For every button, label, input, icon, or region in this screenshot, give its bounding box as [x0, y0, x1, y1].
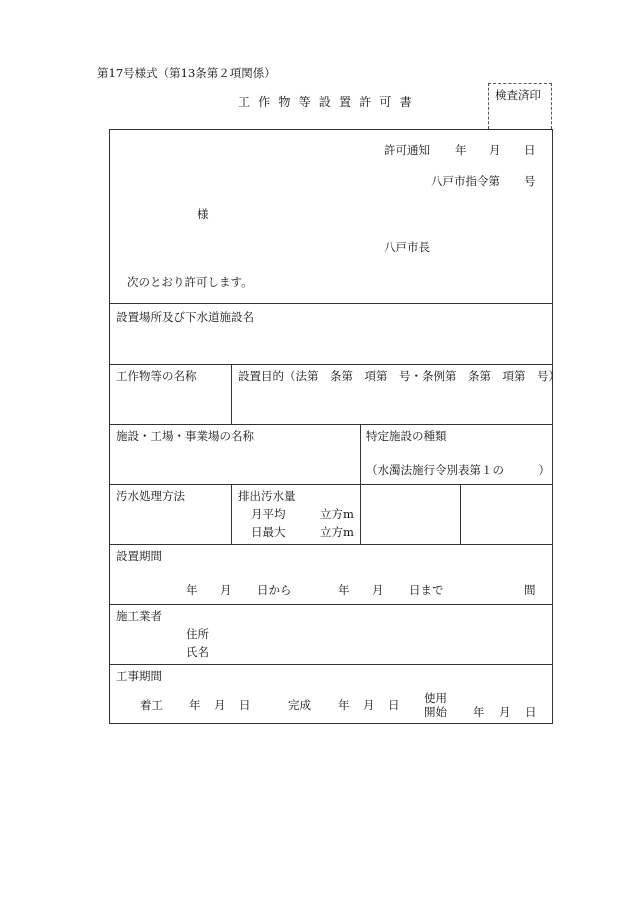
- use-start-label-line1: 使用: [424, 691, 447, 705]
- location-label: 設置場所及び下水道施設名: [116, 310, 254, 324]
- monthly-unit: 立方m: [320, 507, 354, 521]
- document-title: 工作物等設置許可書: [238, 95, 420, 109]
- start-month: 月: [214, 698, 226, 712]
- notice-month: 月: [489, 143, 501, 157]
- purpose-label: 設置目的（法第 条第 項第 号・条例第 条第 項第 号）: [238, 369, 560, 383]
- completion-label: 完成: [288, 698, 311, 712]
- period-end-year: 年: [338, 583, 350, 597]
- construction-period-label: 工事期間: [116, 669, 162, 683]
- period-to: 日まで: [409, 583, 444, 597]
- permit-form-table: [109, 129, 553, 724]
- row-divider: [109, 604, 553, 605]
- permit-notice-label: 許可通知: [384, 143, 430, 157]
- form-number: 第17号様式（第13条第２項関係）: [97, 66, 276, 80]
- stamp-label: 検査済印: [495, 88, 541, 102]
- mayor-label: 八戸市長: [384, 240, 430, 254]
- permit-statement: 次のとおり許可します。: [127, 275, 253, 289]
- monthly-average-label: 月平均: [251, 507, 286, 521]
- col-divider: [231, 364, 232, 424]
- completion-day: 日: [388, 698, 400, 712]
- specified-facility-note: （水濁法施行令別表第１の ）: [366, 463, 550, 477]
- completion-year: 年: [338, 698, 350, 712]
- addressee-suffix: 様: [197, 207, 209, 221]
- use-month: 月: [499, 705, 511, 719]
- contractor-label: 施工業者: [116, 609, 162, 623]
- daily-unit: 立方m: [320, 525, 354, 539]
- facility-name-label: 施設・工場・事業場の名称: [116, 429, 254, 443]
- inspection-stamp-box: [488, 83, 552, 129]
- discharge-volume-label: 排出汚水量: [238, 489, 296, 503]
- col-divider: [231, 484, 232, 544]
- use-year: 年: [473, 705, 485, 719]
- contractor-name-label: 氏名: [186, 645, 209, 659]
- col-divider: [360, 424, 361, 484]
- completion-month: 月: [363, 698, 375, 712]
- start-day: 日: [239, 698, 251, 712]
- period-end-month: 月: [372, 583, 384, 597]
- use-start-label-line2: 開始: [424, 705, 447, 719]
- specified-facility-label: 特定施設の種類: [366, 429, 447, 443]
- row-divider: [109, 364, 553, 365]
- col-divider: [360, 484, 361, 544]
- row-divider: [109, 544, 553, 545]
- contractor-address-label: 住所: [186, 627, 209, 641]
- use-day: 日: [525, 705, 537, 719]
- directive-number-suffix: 号: [524, 174, 536, 188]
- notice-day: 日: [524, 143, 536, 157]
- construction-start-label: 着工: [140, 698, 163, 712]
- period-duration: 間: [524, 583, 536, 597]
- treatment-method-label: 汚水処理方法: [116, 489, 185, 503]
- directive-label: 八戸市指令第: [431, 174, 500, 188]
- structure-name-label: 工作物等の名称: [116, 369, 197, 383]
- installation-period-label: 設置期間: [116, 549, 162, 563]
- row-divider: [109, 484, 553, 485]
- period-start-month: 月: [220, 583, 232, 597]
- row-divider: [109, 424, 553, 425]
- daily-max-label: 日最大: [251, 525, 286, 539]
- row-divider: [109, 664, 553, 665]
- notice-year: 年: [455, 143, 467, 157]
- period-start-year: 年: [186, 583, 198, 597]
- period-from: 日から: [257, 583, 292, 597]
- start-year: 年: [189, 698, 201, 712]
- row-divider: [109, 303, 553, 304]
- col-divider: [460, 484, 461, 544]
